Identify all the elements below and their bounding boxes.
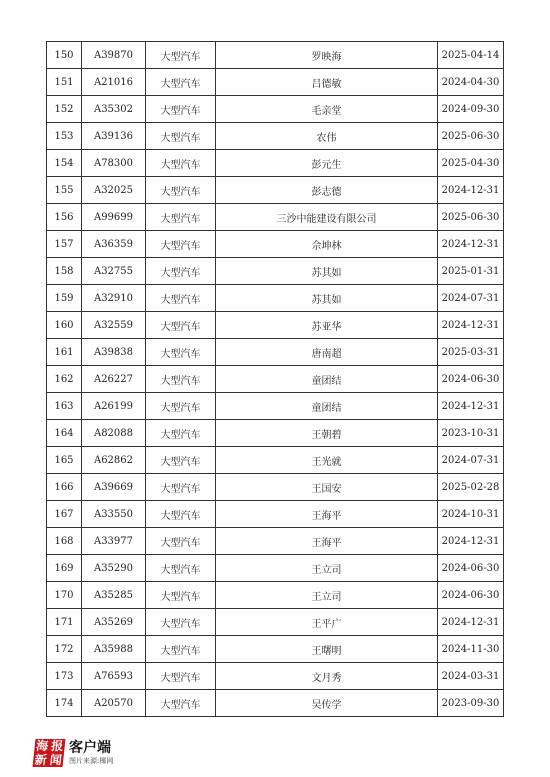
vehicle-type-cell: 大型汽车 [146, 663, 216, 690]
row-index-cell: 157 [47, 231, 82, 258]
expiry-date-cell: 2025-01-31 [438, 258, 504, 285]
row-index-cell: 162 [47, 366, 82, 393]
owner-name-cell: 苏亚华 [216, 312, 438, 339]
logo-char: 闻 [49, 753, 63, 767]
owner-name-cell: 苏其如 [216, 285, 438, 312]
row-index-cell: 174 [47, 690, 82, 717]
expiry-date-cell: 2024-06-30 [438, 555, 504, 582]
vehicle-type-cell: 大型汽车 [146, 609, 216, 636]
table-row [47, 420, 504, 447]
plate-number-cell: A78300 [82, 150, 146, 177]
owner-name-cell: 吴传学 [216, 690, 438, 717]
hainan-news-logo [33, 739, 66, 767]
owner-name-cell: 王立司 [216, 582, 438, 609]
owner-name-cell: 王立司 [216, 555, 438, 582]
table-body [47, 42, 504, 717]
plate-number-cell: A32559 [82, 312, 146, 339]
vehicle-type-cell: 大型汽车 [146, 96, 216, 123]
plate-number-cell: A33977 [82, 528, 146, 555]
row-index-cell: 163 [47, 393, 82, 420]
vehicle-type-cell: 大型汽车 [146, 312, 216, 339]
expiry-date-cell: 2024-03-31 [438, 663, 504, 690]
row-index-cell: 166 [47, 474, 82, 501]
owner-name-cell: 罗映海 [216, 42, 438, 69]
vehicle-type-cell: 大型汽车 [146, 204, 216, 231]
table-row [47, 555, 504, 582]
expiry-date-cell: 2024-12-31 [438, 231, 504, 258]
expiry-date-cell: 2024-12-31 [438, 393, 504, 420]
expiry-date-cell: 2024-10-31 [438, 501, 504, 528]
footer-branding [34, 738, 113, 768]
vehicle-type-cell: 大型汽车 [146, 447, 216, 474]
plate-number-cell: A39870 [82, 42, 146, 69]
row-index-cell: 160 [47, 312, 82, 339]
vehicle-type-cell: 大型汽车 [146, 339, 216, 366]
table-row [47, 663, 504, 690]
plate-number-cell: A35302 [82, 96, 146, 123]
expiry-date-cell: 2025-04-14 [438, 42, 504, 69]
table-row [47, 690, 504, 717]
owner-name-cell: 彭志德 [216, 177, 438, 204]
table-row [47, 366, 504, 393]
plate-number-cell: A82088 [82, 420, 146, 447]
owner-name-cell: 王平广 [216, 609, 438, 636]
row-index-cell: 170 [47, 582, 82, 609]
expiry-date-cell: 2025-03-31 [438, 339, 504, 366]
owner-name-cell: 王光就 [216, 447, 438, 474]
vehicle-table [46, 41, 504, 717]
owner-name-cell: 文月秀 [216, 663, 438, 690]
table-row [47, 339, 504, 366]
vehicle-type-cell: 大型汽车 [146, 690, 216, 717]
expiry-date-cell: 2024-07-31 [438, 447, 504, 474]
expiry-date-cell: 2024-06-30 [438, 582, 504, 609]
owner-name-cell: 彭元生 [216, 150, 438, 177]
expiry-date-cell: 2024-12-31 [438, 528, 504, 555]
expiry-date-cell: 2025-02-28 [438, 474, 504, 501]
owner-name-cell: 王国安 [216, 474, 438, 501]
vehicle-type-cell: 大型汽车 [146, 258, 216, 285]
expiry-date-cell: 2024-11-30 [438, 636, 504, 663]
row-index-cell: 156 [47, 204, 82, 231]
plate-number-cell: A35290 [82, 555, 146, 582]
vehicle-type-cell: 大型汽车 [146, 231, 216, 258]
table-row [47, 582, 504, 609]
table-row [47, 177, 504, 204]
vehicle-type-cell: 大型汽车 [146, 528, 216, 555]
table-row [47, 447, 504, 474]
vehicle-type-cell: 大型汽车 [146, 177, 216, 204]
plate-number-cell: A99699 [82, 204, 146, 231]
plate-number-cell: A35285 [82, 582, 146, 609]
table-row [47, 69, 504, 96]
vehicle-type-cell: 大型汽车 [146, 474, 216, 501]
plate-number-cell: A39838 [82, 339, 146, 366]
row-index-cell: 171 [47, 609, 82, 636]
row-index-cell: 173 [47, 663, 82, 690]
app-name: 客户端 [69, 740, 111, 756]
plate-number-cell: A35269 [82, 609, 146, 636]
row-index-cell: 164 [47, 420, 82, 447]
row-index-cell: 169 [47, 555, 82, 582]
logo-char: 海 [35, 739, 49, 753]
expiry-date-cell: 2025-06-30 [438, 204, 504, 231]
table-row [47, 312, 504, 339]
logo-char: 新 [34, 753, 48, 767]
table-row [47, 501, 504, 528]
row-index-cell: 150 [47, 42, 82, 69]
logo-char: 报 [50, 739, 64, 753]
plate-number-cell: A21016 [82, 69, 146, 96]
table-row [47, 393, 504, 420]
expiry-date-cell: 2023-10-31 [438, 420, 504, 447]
plate-number-cell: A26227 [82, 366, 146, 393]
owner-name-cell: 佘坤林 [216, 231, 438, 258]
plate-number-cell: A26199 [82, 393, 146, 420]
table-row [47, 609, 504, 636]
row-index-cell: 159 [47, 285, 82, 312]
vehicle-type-cell: 大型汽车 [146, 123, 216, 150]
owner-name-cell: 毛亲堂 [216, 96, 438, 123]
expiry-date-cell: 2024-06-30 [438, 366, 504, 393]
table-row [47, 528, 504, 555]
row-index-cell: 155 [47, 177, 82, 204]
vehicle-type-cell: 大型汽车 [146, 285, 216, 312]
plate-number-cell: A39669 [82, 474, 146, 501]
table-row [47, 636, 504, 663]
vehicle-type-cell: 大型汽车 [146, 582, 216, 609]
row-index-cell: 167 [47, 501, 82, 528]
owner-name-cell: 王朝碧 [216, 420, 438, 447]
row-index-cell: 152 [47, 96, 82, 123]
plate-number-cell: A35988 [82, 636, 146, 663]
plate-number-cell: A36359 [82, 231, 146, 258]
owner-name-cell: 王海平 [216, 501, 438, 528]
expiry-date-cell: 2024-04-30 [438, 69, 504, 96]
owner-name-cell: 童团结 [216, 393, 438, 420]
table-row [47, 150, 504, 177]
expiry-date-cell: 2024-07-31 [438, 285, 504, 312]
owner-name-cell: 唐南超 [216, 339, 438, 366]
vehicle-type-cell: 大型汽车 [146, 501, 216, 528]
table-row [47, 258, 504, 285]
row-index-cell: 158 [47, 258, 82, 285]
expiry-date-cell: 2025-04-30 [438, 150, 504, 177]
vehicle-type-cell: 大型汽车 [146, 420, 216, 447]
expiry-date-cell: 2024-12-31 [438, 312, 504, 339]
row-index-cell: 168 [47, 528, 82, 555]
table-row [47, 285, 504, 312]
expiry-date-cell: 2025-06-30 [438, 123, 504, 150]
vehicle-type-cell: 大型汽车 [146, 366, 216, 393]
image-source: 图片来源:椰网 [69, 757, 114, 765]
vehicle-type-cell: 大型汽车 [146, 69, 216, 96]
plate-number-cell: A62862 [82, 447, 146, 474]
plate-number-cell: A20570 [82, 690, 146, 717]
owner-name-cell: 王海平 [216, 528, 438, 555]
table-row [47, 474, 504, 501]
row-index-cell: 165 [47, 447, 82, 474]
plate-number-cell: A32755 [82, 258, 146, 285]
expiry-date-cell: 2024-12-31 [438, 609, 504, 636]
plate-number-cell: A33550 [82, 501, 146, 528]
table-row [47, 123, 504, 150]
vehicle-type-cell: 大型汽车 [146, 150, 216, 177]
expiry-date-cell: 2023-09-30 [438, 690, 504, 717]
plate-number-cell: A39136 [82, 123, 146, 150]
vehicle-type-cell: 大型汽车 [146, 555, 216, 582]
owner-name-cell: 童团结 [216, 366, 438, 393]
owner-name-cell: 三沙中能建设有限公司 [216, 204, 438, 231]
row-index-cell: 153 [47, 123, 82, 150]
vehicle-type-cell: 大型汽车 [146, 636, 216, 663]
owner-name-cell: 农伟 [216, 123, 438, 150]
expiry-date-cell: 2024-09-30 [438, 96, 504, 123]
row-index-cell: 172 [47, 636, 82, 663]
table-row [47, 231, 504, 258]
owner-name-cell: 苏其如 [216, 258, 438, 285]
table-row [47, 96, 504, 123]
owner-name-cell: 王曙明 [216, 636, 438, 663]
plate-number-cell: A32025 [82, 177, 146, 204]
row-index-cell: 154 [47, 150, 82, 177]
expiry-date-cell: 2024-12-31 [438, 177, 504, 204]
vehicle-type-cell: 大型汽车 [146, 393, 216, 420]
owner-name-cell: 吕德敏 [216, 69, 438, 96]
plate-number-cell: A76593 [82, 663, 146, 690]
table-row [47, 204, 504, 231]
table-row [47, 42, 504, 69]
row-index-cell: 161 [47, 339, 82, 366]
plate-number-cell: A32910 [82, 285, 146, 312]
vehicle-type-cell: 大型汽车 [146, 42, 216, 69]
row-index-cell: 151 [47, 69, 82, 96]
